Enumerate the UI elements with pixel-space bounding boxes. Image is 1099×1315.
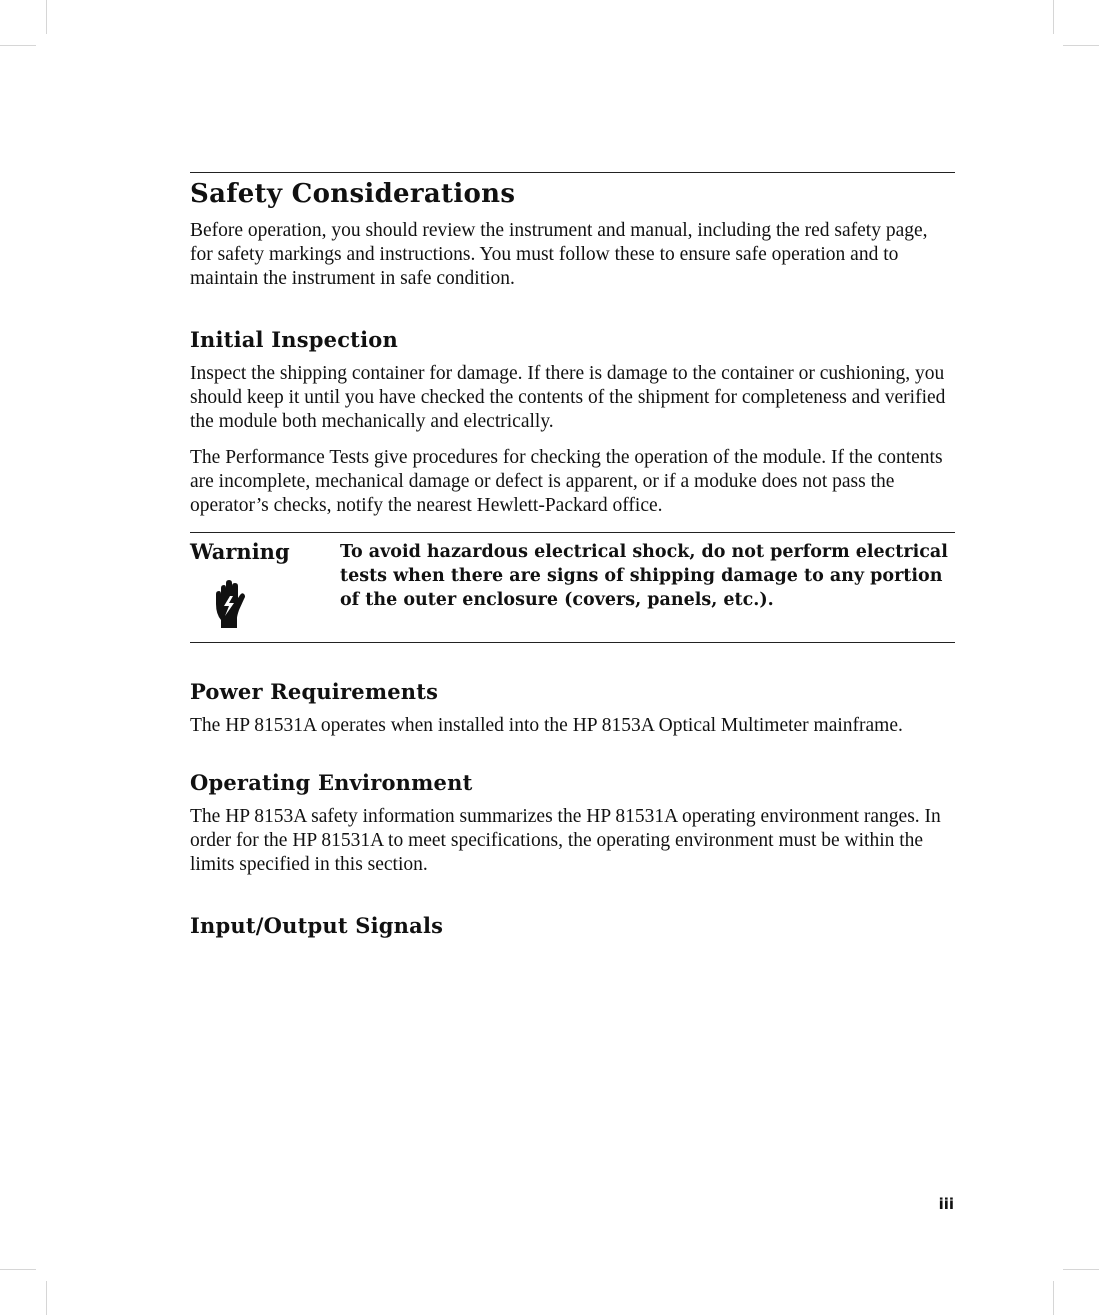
- warning-box: [190, 532, 955, 643]
- crop-mark: [46, 1281, 47, 1315]
- hand-shock-icon: [212, 578, 248, 630]
- crop-mark: [0, 45, 36, 46]
- warning-label: Warning: [190, 539, 290, 564]
- section-title-safety: Safety Considerations: [190, 179, 516, 209]
- warning-text: To avoid hazardous electrical shock, do not perform electrical tests when there are signs of shipping damage to any portion of the outer enclosure (covers, panels, etc.).: [340, 542, 948, 610]
- section-title-power: Power Requirements: [190, 679, 439, 704]
- environment-paragraph: The HP 8153A safety information summarizes the HP 81531A operating environment ranges. In order for the HP 81531A to meet specifications, the operating environment must be within the limits specified in this section.: [190, 806, 941, 875]
- crop-mark: [1063, 1269, 1099, 1270]
- top-rule: [190, 172, 955, 173]
- section-title-inspection: Initial Inspection: [190, 327, 398, 352]
- power-paragraph: The HP 81531A operates when installed into the HP 8153A Optical Multimeter mainframe.: [190, 715, 903, 736]
- crop-mark: [1063, 45, 1099, 46]
- crop-mark: [0, 1269, 36, 1270]
- page-number: iii: [938, 1195, 954, 1213]
- crop-mark: [1053, 1281, 1054, 1315]
- page-content: [190, 172, 955, 948]
- crop-mark: [1053, 0, 1054, 34]
- section-title-environment: Operating Environment: [190, 770, 473, 795]
- inspection-paragraph-1: Inspect the shipping container for damage. If there is damage to the container or cushioning, you should keep it until you have checked the contents of the shipment for completeness and verified the module both mechanically and electrically.: [190, 363, 946, 432]
- safety-paragraph: Before operation, you should review the instrument and manual, including the red safety page, for safety markings and instructions. You must follow these to ensure safe operation and to maintain the instrument in safe condition.: [190, 220, 928, 289]
- warning-label-column: [190, 538, 340, 634]
- inspection-paragraph-2: The Performance Tests give procedures for checking the operation of the module. If the contents are incomplete, mechanical damage or defect is apparent, or if a moduke does not pass the operator’s checks, notify the nearest Hewlett-Packard office.: [190, 447, 943, 516]
- section-title-io: Input/Output Signals: [190, 913, 444, 938]
- crop-mark: [46, 0, 47, 34]
